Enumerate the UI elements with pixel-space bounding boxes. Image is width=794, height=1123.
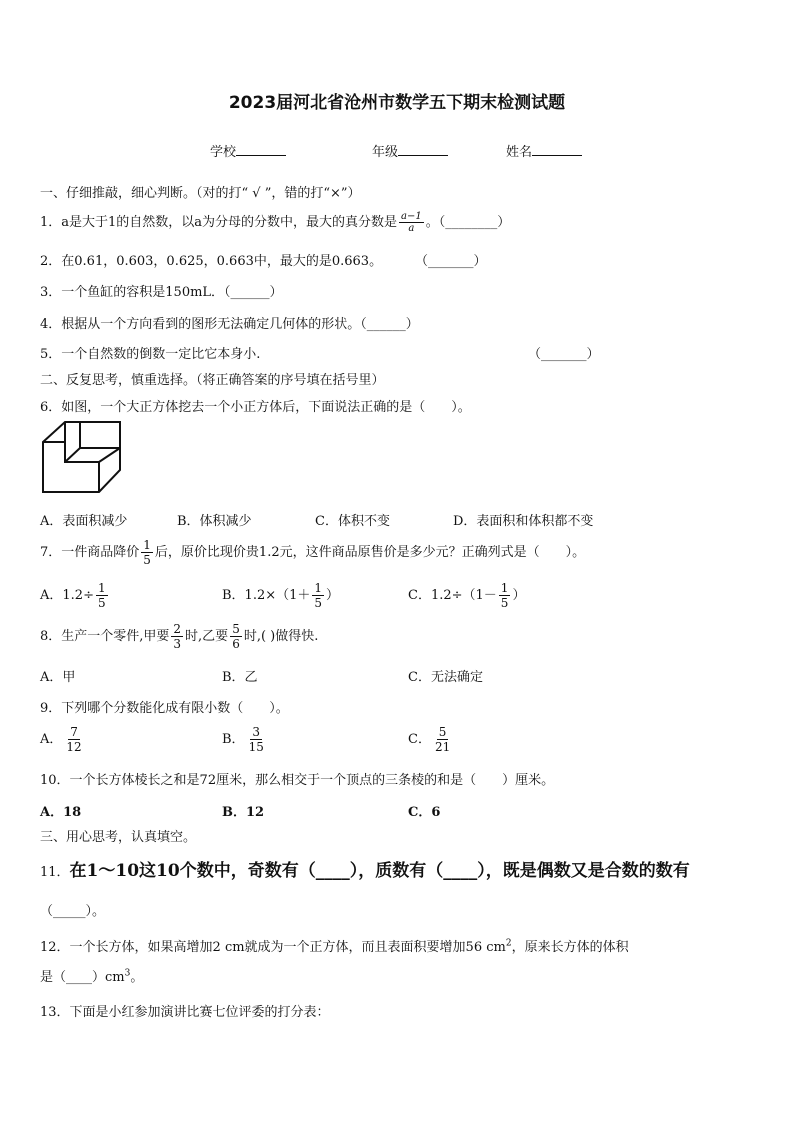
q7-fraction: $\frac{1}{5}$ [143,538,151,567]
question-5: 5．一个自然数的倒数一定比它本身小. [40,347,261,362]
grade-label: 年级 [372,145,399,160]
question-3: 3．一个鱼缸的容积是150mL．（______） [40,285,283,300]
question-8: 8．生产一个零件,甲要 $\frac{2}{3}$ 时,乙要 $\frac{5}{6}$ 时,( )做得快. [40,622,319,651]
q6-option-b[interactable]: B．体积减少 [177,514,252,529]
q9-option-b[interactable]: B． $\frac{3}{15}$ [222,725,264,754]
q7-option-c[interactable]: C．1.2÷（1－ $\frac{1}{5}$ ） [408,581,526,610]
q8-option-c[interactable]: C．无法确定 [408,670,483,685]
question-13: 13．下面是小红参加演讲比赛七位评委的打分表： [40,1005,330,1020]
question-12: 12．一个长方体，如果高增加2 cm就成为一个正方体，而且表面积要增加56 $cm^2$，原来长方体的体积 [40,938,629,955]
section-3-heading: 三、用心思考，认真填空。 [40,830,197,845]
q12-line-2: 是$(\_\_\_\_)cm^3$。 [40,968,144,985]
cube-figure [40,420,122,496]
q11-line-2: （_____）。 [40,904,106,919]
q8-option-a[interactable]: A．甲 [40,670,76,685]
q2-answer-blank[interactable]: （_______） [415,254,487,269]
q6-option-a[interactable]: A．表面积减少 [40,514,128,529]
q7-option-a[interactable]: A．1.2÷ $\frac{1}{5}$ [40,581,106,610]
q7-option-b[interactable]: B．1.2×（1＋ $\frac{1}{5}$ ） [222,581,340,610]
q10-option-a[interactable]: A．18 [40,805,82,820]
question-7: 7．一件商品降价 $\frac{1}{5}$ 后，原价比现价贵1.2元，这件商品原售价是多少元？正确列式是（ ）。 [40,538,586,567]
q6-option-c[interactable]: C．体积不变 [315,514,390,529]
q2-text: 2．在0.61，0.603，0.625，0.663中，最大的是0.663。 [40,254,383,269]
question-10: 10．一个长方体棱长之和是72厘米，那么相交于一个顶点的三条棱的和是（ ）厘米。 [40,773,555,788]
q9-option-a[interactable]: A． $\frac{7}{12}$ [40,725,82,754]
q10-option-b[interactable]: B．12 [222,805,265,820]
name-field[interactable] [506,141,582,160]
section-1-heading: 一、仔细推敲，细心判断。（对的打“ √ ”，错的打“×”） [40,186,361,201]
section-2-heading: 二、反复思考，慎重选择。（将正确答案的序号填在括号里） [40,373,385,388]
school-label: 学校 [210,145,237,160]
question-2 [40,250,382,269]
q1-text: 1．a是大于1的自然数，以a为分母的分数中，最大的真分数是 [40,215,398,230]
q10-option-c[interactable]: C．6 [408,805,441,820]
question-4: 4．根据从一个方向看到的图形无法确定几何体的形状。（______） [40,317,419,332]
q8-option-b[interactable]: B．乙 [222,670,258,685]
q5-answer-blank[interactable]: （_______） [528,347,600,362]
grade-field[interactable] [372,141,448,160]
q6-option-d[interactable]: D．表面积和体积都不变 [453,514,594,529]
q1-fraction: $\frac{a-1}{a}$ [401,211,422,234]
question-6: 6．如图，一个大正方体挖去一个小正方体后，下面说法正确的是（ ）。 [40,400,471,415]
question-1 [40,208,510,238]
school-field[interactable] [210,141,286,160]
q9-option-c[interactable]: C． $\frac{5}{21}$ [408,725,451,754]
name-label: 姓名 [506,145,533,160]
page-title: 2023届河北省沧州市数学五下期末检测试题 [228,93,566,113]
q1-answer-blank[interactable]: 。（________） [425,215,511,230]
question-9: 9．下列哪个分数能化成有限小数（ ）。 [40,701,289,716]
question-11: 11．在1～10这10个数中，奇数有（____），质数有（____），既是偶数又是合数的数有 [40,861,690,881]
